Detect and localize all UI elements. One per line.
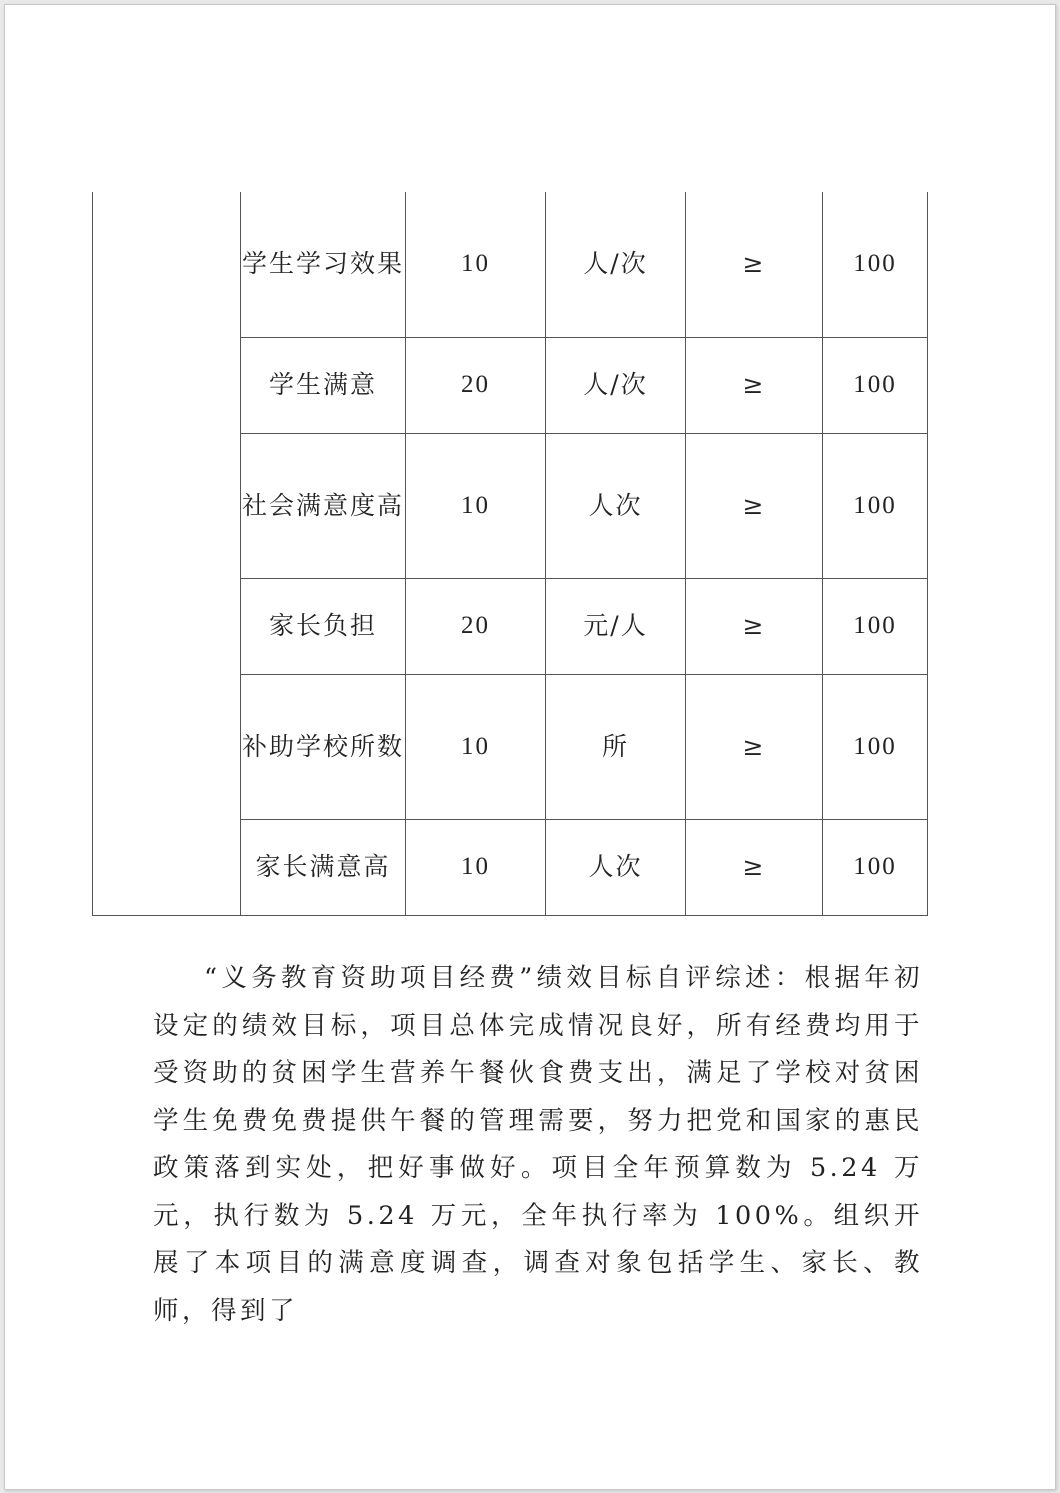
operator-cell: ≥ (686, 674, 823, 819)
table-row (93, 192, 928, 337)
target-cell: 100 (823, 337, 928, 433)
score-cell: 20 (406, 337, 546, 433)
indicator-cell: 家长负担 (241, 578, 406, 674)
indicator-cell: 学生学习效果 (241, 192, 406, 337)
score-cell: 10 (406, 819, 546, 915)
target-cell: 100 (823, 192, 928, 337)
operator-cell: ≥ (686, 192, 823, 337)
target-cell: 100 (823, 819, 928, 915)
indicator-cell: 学生满意 (241, 337, 406, 433)
operator-cell: ≥ (686, 337, 823, 433)
operator-cell: ≥ (686, 819, 823, 915)
unit-cell: 人/次 (546, 192, 686, 337)
indicator-cell: 社会满意度高 (241, 433, 406, 578)
target-cell: 100 (823, 674, 928, 819)
category-cell (93, 192, 241, 915)
performance-table (92, 192, 928, 916)
indicator-cell: 家长满意高 (241, 819, 406, 915)
target-cell: 100 (823, 433, 928, 578)
unit-cell: 人/次 (546, 337, 686, 433)
unit-cell: 所 (546, 674, 686, 819)
score-cell: 20 (406, 578, 546, 674)
unit-cell: 人次 (546, 819, 686, 915)
indicator-cell: 补助学校所数 (241, 674, 406, 819)
score-cell: 10 (406, 433, 546, 578)
operator-cell: ≥ (686, 578, 823, 674)
score-cell: 10 (406, 674, 546, 819)
unit-cell: 人次 (546, 433, 686, 578)
document-page (4, 4, 1056, 1490)
unit-cell: 元/人 (546, 578, 686, 674)
score-cell: 10 (406, 192, 546, 337)
summary-paragraph: “义务教育资助项目经费”绩效目标自评综述：根据年初设定的绩效目标，项目总体完成情况良好，所有经费均用于受资助的贫困学生营养午餐伙食费支出，满足了学校对贫困学生免费免费提供午餐的管理需要，努力把党和国家的惠民政策落到实处，把好事做好。项目全年预算数为 5.24 万元，执行数为 5.24 万元，全年执行率为 100%。组织开展了本项目的满意度调查，调查对象包括学生、家长、教师，得到了 (153, 963, 923, 1326)
target-cell: 100 (823, 578, 928, 674)
operator-cell: ≥ (686, 433, 823, 578)
